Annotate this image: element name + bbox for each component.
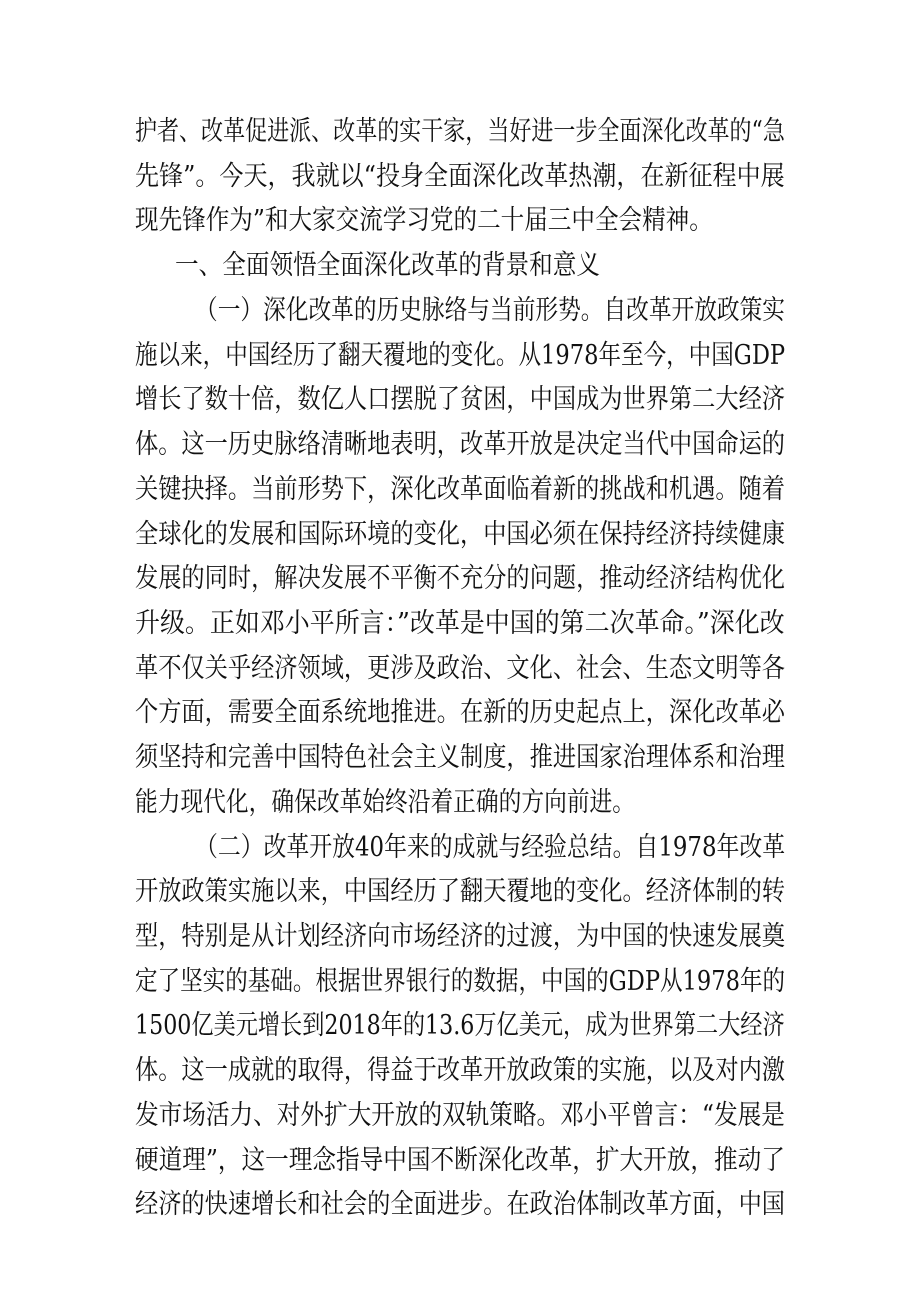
text-line (0, 738, 920, 778)
text-line-content: 定了坚实的基础。根据世界银行的数据，中国的GDP从1978年的 (135, 966, 786, 997)
text-line (0, 649, 920, 689)
text-line-content: 现先锋作为”和大家交流学习党的二十届三中全会精神。 (135, 205, 713, 236)
section-heading-text: 一、全面领悟全面深化改革的背景和意义 (175, 250, 600, 281)
text-line-content: 体。这一成就的取得，得益于改革开放政策的实施，以及对内激 (135, 1055, 785, 1086)
text-line-content: 型，特别是从计划经济向市场经济的过渡，为中国的快速发展奠 (135, 921, 785, 952)
text-line (0, 783, 920, 823)
text-line (0, 828, 920, 868)
text-line (0, 1141, 920, 1181)
text-line (0, 693, 920, 733)
text-line (0, 962, 920, 1002)
text-line (0, 201, 920, 241)
section-heading (0, 246, 920, 286)
text-line-content: 经济的快速增长和社会的全面进步。在政治体制改革方面，中国 (135, 1189, 785, 1220)
text-line (0, 872, 920, 912)
text-line-content: 发展的同时，解决发展不平衡不充分的问题，推动经济结构优化 (135, 563, 785, 594)
text-line-content: 硬道理”，这一理念指导中国不断深化改革，扩大开放，推动了 (135, 1145, 785, 1176)
text-line (0, 380, 920, 420)
text-line-content: 增长了数十倍，数亿人口摆脱了贫困，中国成为世界第二大经济 (135, 384, 785, 415)
text-line-content: 先锋”。今天，我就以“投身全面深化改革热潮，在新征程中展 (135, 161, 785, 192)
text-line (0, 291, 920, 331)
text-line-content: 关键抉择。当前形势下，深化改革面临着新的挑战和机遇。随着 (135, 474, 785, 505)
text-line (0, 604, 920, 644)
text-line-content: 个方面，需要全面系统地推进。在新的历史起点上，深化改革必 (135, 697, 785, 728)
text-line-content: 全球化的发展和国际环境的变化，中国必须在保持经济持续健康 (135, 519, 785, 550)
text-line (0, 112, 920, 152)
text-line (0, 1096, 920, 1136)
text-line-content: 1500亿美元增长到2018年的13.6万亿美元，成为世界第二大经济 (135, 1010, 785, 1041)
text-line (0, 1051, 920, 1091)
text-line-content: 开放政策实施以来，中国经历了翻天覆地的变化。经济体制的转 (135, 876, 785, 907)
text-line (0, 559, 920, 599)
text-line (0, 917, 920, 957)
text-line-content: （二）改革开放40年来的成就与经验总结。自1978年改革 (195, 832, 786, 863)
text-line (0, 1006, 920, 1046)
text-line (0, 1185, 920, 1225)
text-line-content: 升级。正如邓小平所言：”改革是中国的第二次革命。”深化改 (135, 608, 785, 639)
text-line-content: 能力现代化，确保改革始终沿着正确的方向前进。 (135, 787, 635, 818)
text-line (0, 425, 920, 465)
text-line (0, 470, 920, 510)
text-line-content: （一）深化改革的历史脉络与当前形势。自改革开放政策实 (195, 295, 785, 326)
text-line (0, 336, 920, 376)
text-line (0, 515, 920, 555)
text-line-content: 施以来，中国经历了翻天覆地的变化。从1978年至今，中国GDP (135, 340, 786, 371)
text-line-content: 护者、改革促进派、改革的实干家，当好进一步全面深化改革的“急 (135, 116, 785, 147)
text-line-content: 须坚持和完善中国特色社会主义制度，推进国家治理体系和治理 (135, 742, 785, 773)
text-line-content: 体。这一历史脉络清晰地表明，改革开放是决定当代中国命运的 (135, 429, 785, 460)
text-line-content: 发市场活力、对外扩大开放的双轨策略。邓小平曾言：“发展是 (135, 1100, 785, 1131)
text-line-content: 革不仅关乎经济领域，更涉及政治、文化、社会、生态文明等各 (135, 653, 785, 684)
text-line (0, 157, 920, 197)
